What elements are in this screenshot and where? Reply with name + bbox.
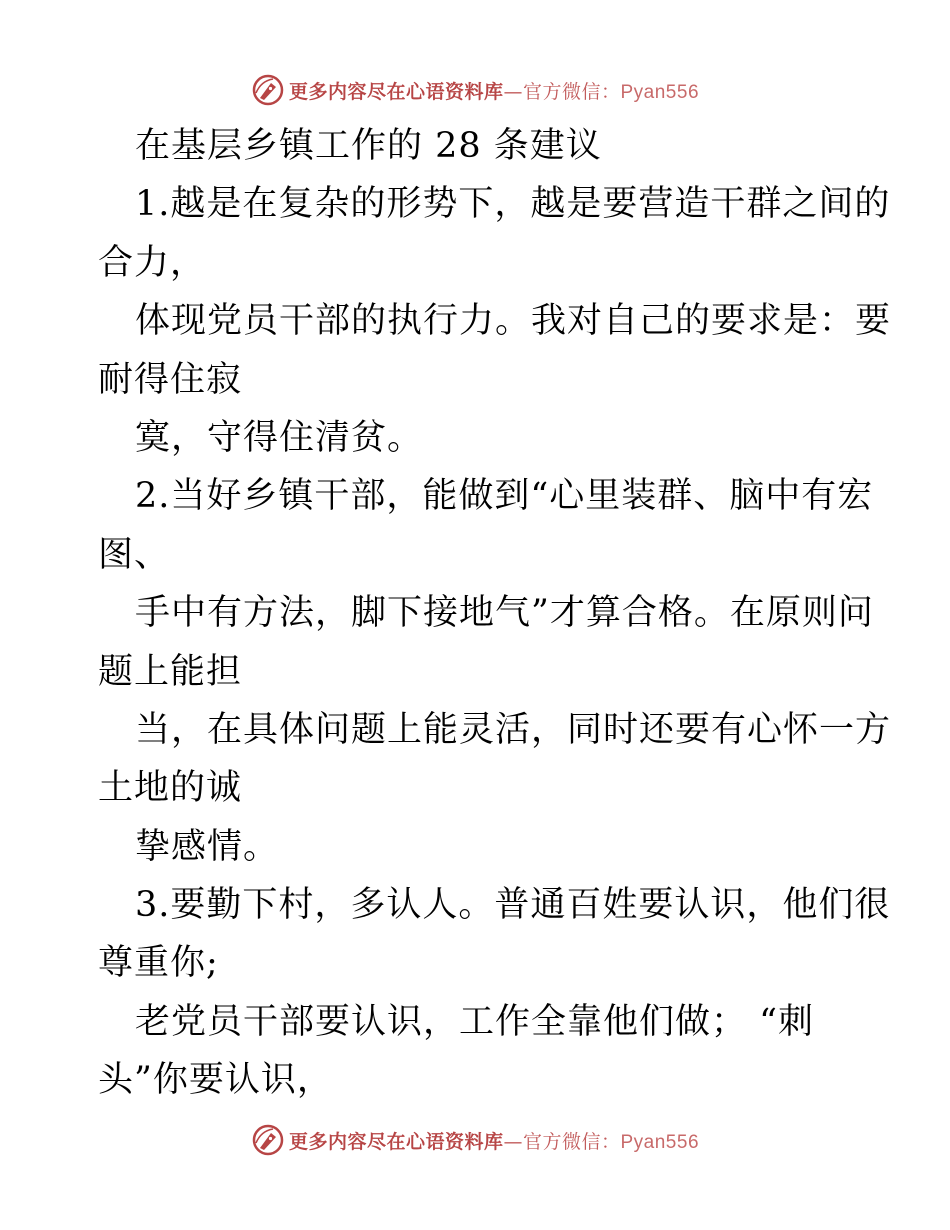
watermark-header: [0, 70, 950, 110]
text-line: 手中有方法，脚下接地气”才算合格。在原则问: [135, 593, 874, 634]
watermark-sep: —: [503, 1130, 523, 1153]
pen-nib-logo-icon: [251, 1123, 285, 1157]
text-line: 体现党员干部的执行力。我对自己的要求是：要: [135, 301, 892, 342]
text-line: 3.要勤下村，多认人。普通百姓要认识，他们很: [135, 885, 891, 926]
watermark-text: [289, 1127, 699, 1154]
document-body: [98, 117, 892, 1110]
text-line: 寞，守得住清贫。: [135, 417, 424, 458]
text-line: 图、: [98, 534, 171, 575]
document-title: 在基层乡镇工作的 28 条建议: [135, 126, 602, 166]
watermark-tail: 官方微信：: [522, 80, 621, 103]
watermark-id: Pyan556: [620, 81, 700, 103]
text-line: 1.越是在复杂的形势下，越是要营造干群之间的: [135, 184, 891, 225]
watermark-tail: 官方微信：: [522, 1130, 621, 1153]
text-line: 题上能担: [98, 651, 243, 692]
watermark-main: 更多内容尽在心语资料库: [288, 1130, 504, 1153]
text-line: 耐得住寂: [98, 359, 243, 400]
text-line: 尊重你;: [98, 943, 219, 984]
text-line: 土地的诚: [98, 768, 243, 809]
watermark-text: [289, 77, 699, 104]
watermark-id: Pyan556: [620, 1131, 700, 1153]
pen-nib-logo-icon: [251, 73, 285, 107]
watermark-main: 更多内容尽在心语资料库: [288, 80, 504, 103]
text-line: 当，在具体问题上能灵活，同时还要有心怀一方: [135, 709, 892, 750]
text-line: 头”你要认识，: [98, 1060, 333, 1101]
watermark-sep: —: [503, 80, 523, 103]
text-line: 老党员干部要认识，工作全靠他们做； “刺: [135, 1001, 815, 1042]
watermark-footer: [0, 1120, 950, 1160]
text-line: 合力，: [98, 242, 207, 283]
text-line: 挚感情。: [135, 826, 280, 867]
text-line: 2.当好乡镇干部，能做到“心里装群、脑中有宏: [135, 476, 874, 517]
